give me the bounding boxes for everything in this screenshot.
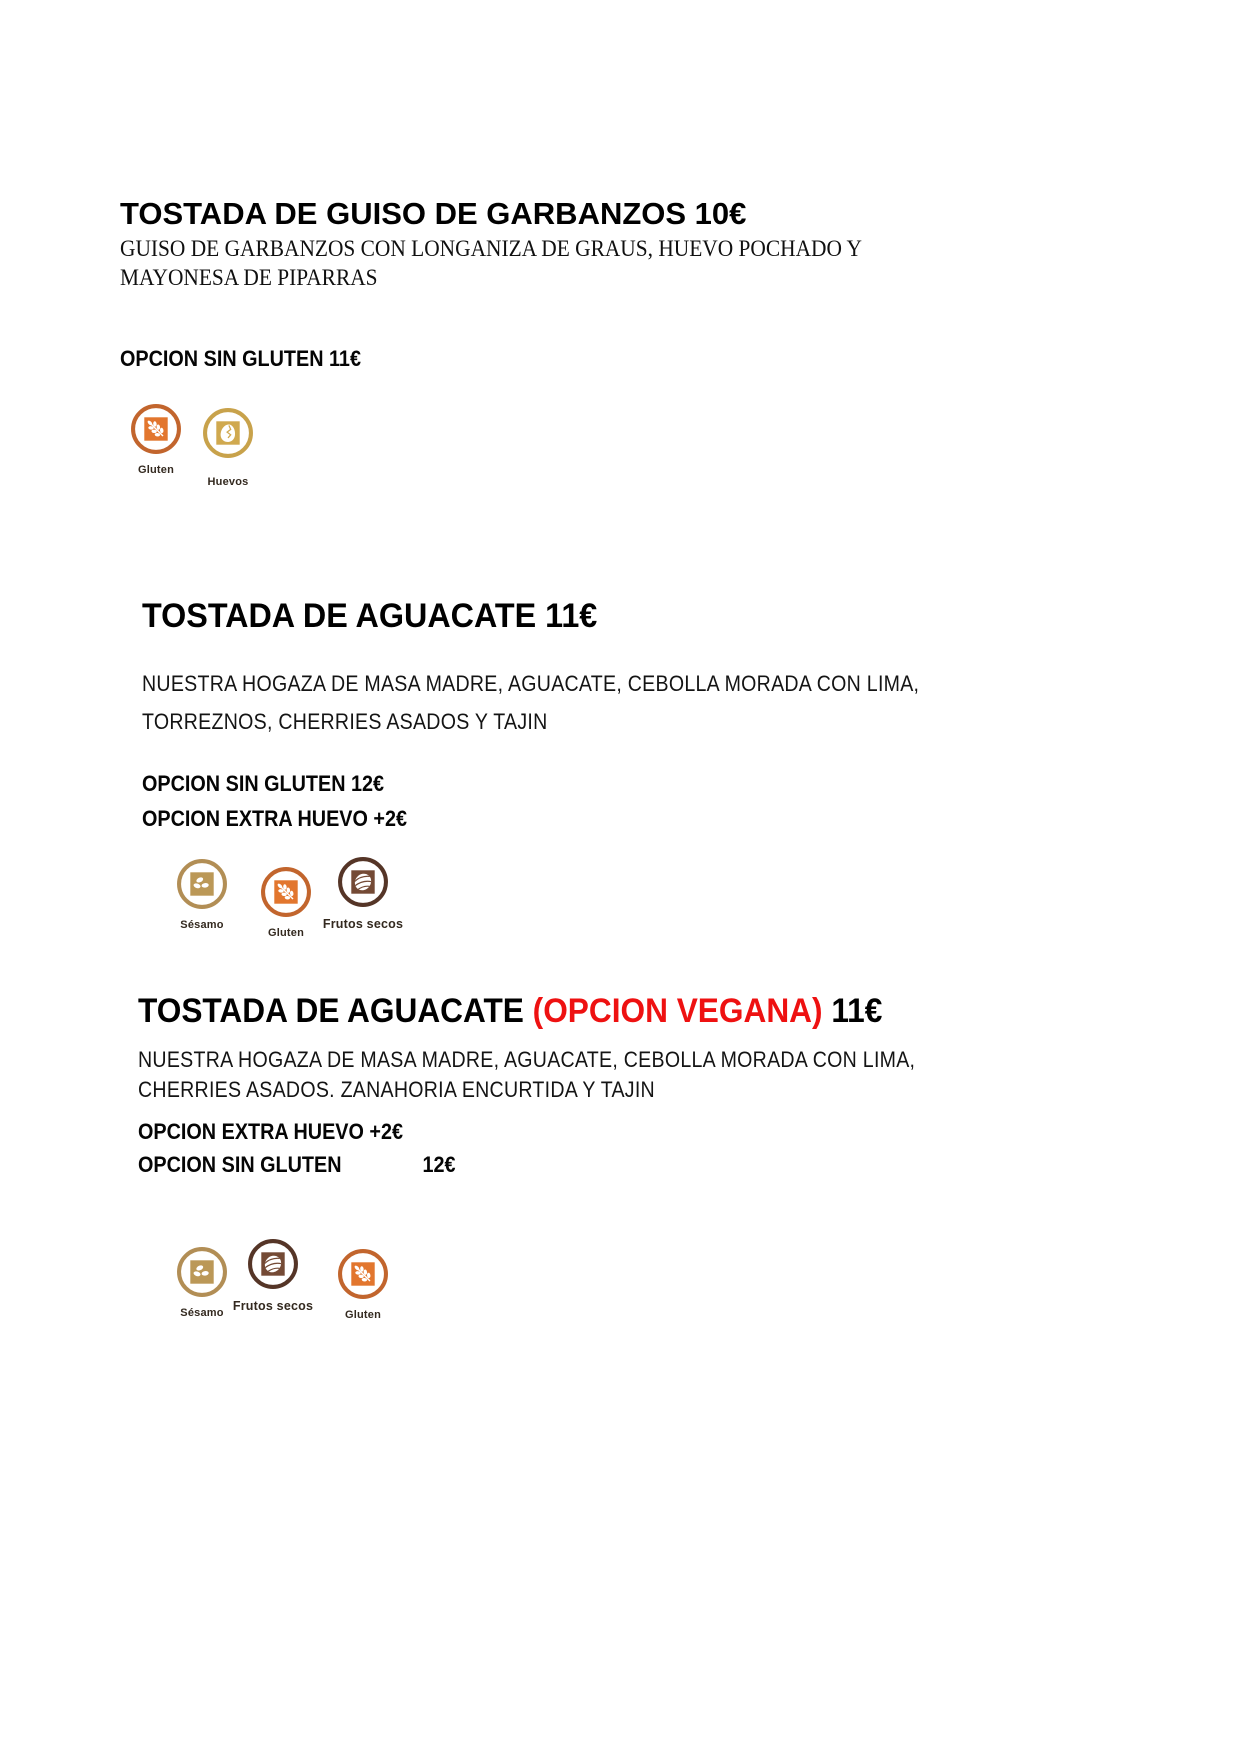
allergen-badge-gluten — [248, 865, 324, 939]
allergen-badge-frutos-secos — [232, 1237, 314, 1313]
allergen-badge-frutos-secos — [322, 855, 404, 931]
allergen-label: Huevos — [207, 476, 249, 488]
allergen-label: Gluten — [137, 464, 175, 476]
item-option — [142, 771, 384, 797]
description-line: CHERRIES ASADOS. ZANAHORIA ENCURTIDA Y TAJIN — [138, 1077, 655, 1102]
allergen-badge-gluten — [325, 1247, 401, 1321]
option-text: OPCION SIN GLUTEN 11€ — [120, 346, 361, 371]
title-price: 11€ — [822, 992, 883, 1030]
allergen-label: Gluten — [344, 1309, 382, 1321]
allergen-label: Gluten — [267, 927, 305, 939]
allergen-label: Sésamo — [180, 1307, 224, 1319]
item-description — [120, 234, 862, 292]
description-line: NUESTRA HOGAZA DE MASA MADRE, AGUACATE, CEBOLLA MORADA CON LIMA, — [138, 1047, 916, 1072]
allergen-label: Frutos secos — [232, 1299, 314, 1313]
wheat-icon — [336, 1247, 390, 1301]
wheat-icon — [259, 865, 313, 919]
description-line: NUESTRA HOGAZA DE MASA MADRE, AGUACATE, CEBOLLA MORADA CON LIMA, — [142, 671, 920, 696]
item-title: TOSTADA DE GUISO DE GARBANZOS 10€ — [120, 196, 747, 231]
description-line: TORREZNOS, CHERRIES ASADOS Y TAJIN — [142, 709, 548, 734]
allergen-badge-sesamo — [164, 857, 240, 931]
item-option — [142, 806, 407, 832]
allergen-label: Frutos secos — [322, 917, 404, 931]
item-option — [120, 346, 361, 372]
item-description — [142, 665, 919, 741]
option-text: OPCION SIN GLUTEN 12€ — [142, 771, 385, 796]
option-price: 12€ — [422, 1152, 456, 1177]
option-text: OPCION EXTRA HUEVO +2€ — [142, 806, 407, 831]
nuts-icon — [246, 1237, 300, 1291]
description-line: MAYONESA DE PIPARRAS — [120, 265, 378, 290]
item-option — [138, 1119, 403, 1145]
nuts-icon — [336, 855, 390, 909]
item-description — [138, 1045, 915, 1105]
item-title — [138, 993, 882, 1030]
allergen-label: Sésamo — [180, 919, 224, 931]
allergen-badge-sesamo — [164, 1245, 240, 1319]
title-text: TOSTADA DE AGUACATE — [138, 992, 533, 1030]
item-title: TOSTADA DE AGUACATE 11€ — [142, 597, 598, 635]
description-line: GUISO DE GARBANZOS CON LONGANIZA DE GRAUS, HUEVO POCHADO Y — [120, 236, 862, 261]
allergen-badge-gluten — [118, 402, 194, 476]
sesame-icon — [175, 857, 229, 911]
title-vegan-highlight: (OPCION VEGANA) — [532, 992, 823, 1030]
egg-icon — [201, 406, 255, 460]
option-text: OPCION EXTRA HUEVO +2€ — [138, 1119, 403, 1144]
sesame-icon — [175, 1245, 229, 1299]
option-text: OPCION SIN GLUTEN — [138, 1152, 342, 1177]
item-option — [138, 1152, 456, 1178]
wheat-icon — [129, 402, 183, 456]
allergen-badge-huevos — [190, 406, 266, 488]
